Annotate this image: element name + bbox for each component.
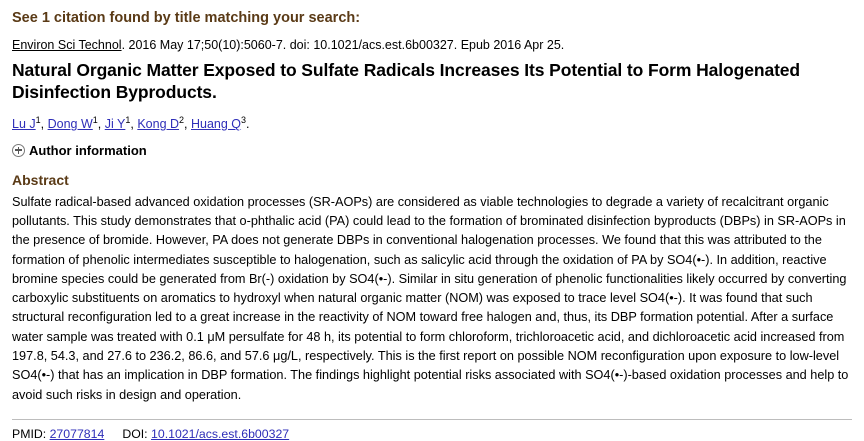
doi-label: DOI: (122, 426, 148, 441)
author-link[interactable]: Huang Q (191, 117, 242, 132)
expand-plus-icon[interactable] (12, 144, 25, 157)
author-separator: , (97, 117, 105, 132)
author-link[interactable]: Ji Y (104, 117, 126, 132)
author-separator: , (184, 117, 191, 132)
author-information-toggle[interactable] (12, 143, 852, 158)
author-list (12, 114, 852, 134)
pmid-link[interactable]: 27077814 (49, 426, 105, 441)
author-separator: , (130, 117, 138, 132)
abstract-text: Sulfate radical-based advanced oxidation processes (SR-AOPs) are considered as viable technologies to degrade a variety of recalcitrant organic pollutants. This study demonstrates that o-phthalic acid (PA) could lead to the formation of brominated disinfection byproducts (DBPs) in SR-AOPs in the presence of bromide. However, PA does not generate DBPs in conventional halogenation processes. We found that this was attributed to the formation of phenolic intermediates susceptible to halogenation, such as salicylic acid through the oxidation of PA by SO4(•-). In addition, reactive bromine species could be generated from Br(-) oxidation by SO4(•-). Similar in situ generation of phenolic functionalities likely occurred by converting carboxylic substituents on aromatics to hydroxyl when natural organic matter (NOM) was exposed to trace level SO4(•-). It was found that such structural reconfiguration led to a great increase in the reactivity of NOM toward free halogen and, thus, its DBP formation potential. After a surface water sample was treated with 0.1 μM persulfate for 48 h, its potential to form chloroform, trichloroacetic acid, and dichloroacetic acid increased from 197.8, 54.3, and 27.6 to 236.2, 86.6, and 57.6 μg/L, respectively. This is the first report on possible NOM reconfiguration upon exposure to low-level SO4(•-) that has an implication in DBP formation. The findings highlight potential risks associated with SO4(•-)-based oxidation processes and help to avoid such risks in design and operation. (12, 194, 849, 402)
article-title: Natural Organic Matter Exposed to Sulfate Radicals Increases Its Potential to Form Halogenated Disinfection Byproducts. (12, 60, 801, 103)
author-entry (105, 117, 131, 131)
author-entry (137, 117, 184, 131)
abstract-heading: Abstract (12, 171, 69, 188)
author-affiliation-marker: 1 (92, 115, 98, 125)
author-entry (48, 117, 98, 131)
journal-link[interactable]: Environ Sci Technol (12, 38, 122, 52)
author-entry (12, 117, 41, 131)
result-header: See 1 citation found by title matching your search: (12, 10, 361, 26)
author-separator: . (246, 117, 250, 132)
author-link[interactable]: Kong D (137, 117, 180, 132)
author-separator: , (40, 117, 48, 132)
author-link[interactable]: Lu J (12, 117, 36, 132)
doi-link[interactable]: 10.1021/acs.est.6b00327 (151, 426, 290, 441)
citation-details: . 2016 May 17;50(10):5060-7. doi: 10.1021/acs.est.6b00327. Epub 2016 Apr 25. (121, 38, 565, 52)
author-affiliation-marker: 3 (241, 115, 247, 125)
author-link[interactable]: Dong W (47, 117, 93, 132)
author-affiliation-marker: 2 (179, 115, 185, 125)
identifiers-footer (12, 419, 852, 441)
author-affiliation-marker: 1 (35, 115, 41, 125)
author-information-label: Author information (29, 142, 147, 158)
pmid-label: PMID: (12, 426, 47, 441)
citation-source-line (12, 37, 852, 53)
author-affiliation-marker: 1 (125, 115, 131, 125)
author-entry (191, 117, 246, 131)
